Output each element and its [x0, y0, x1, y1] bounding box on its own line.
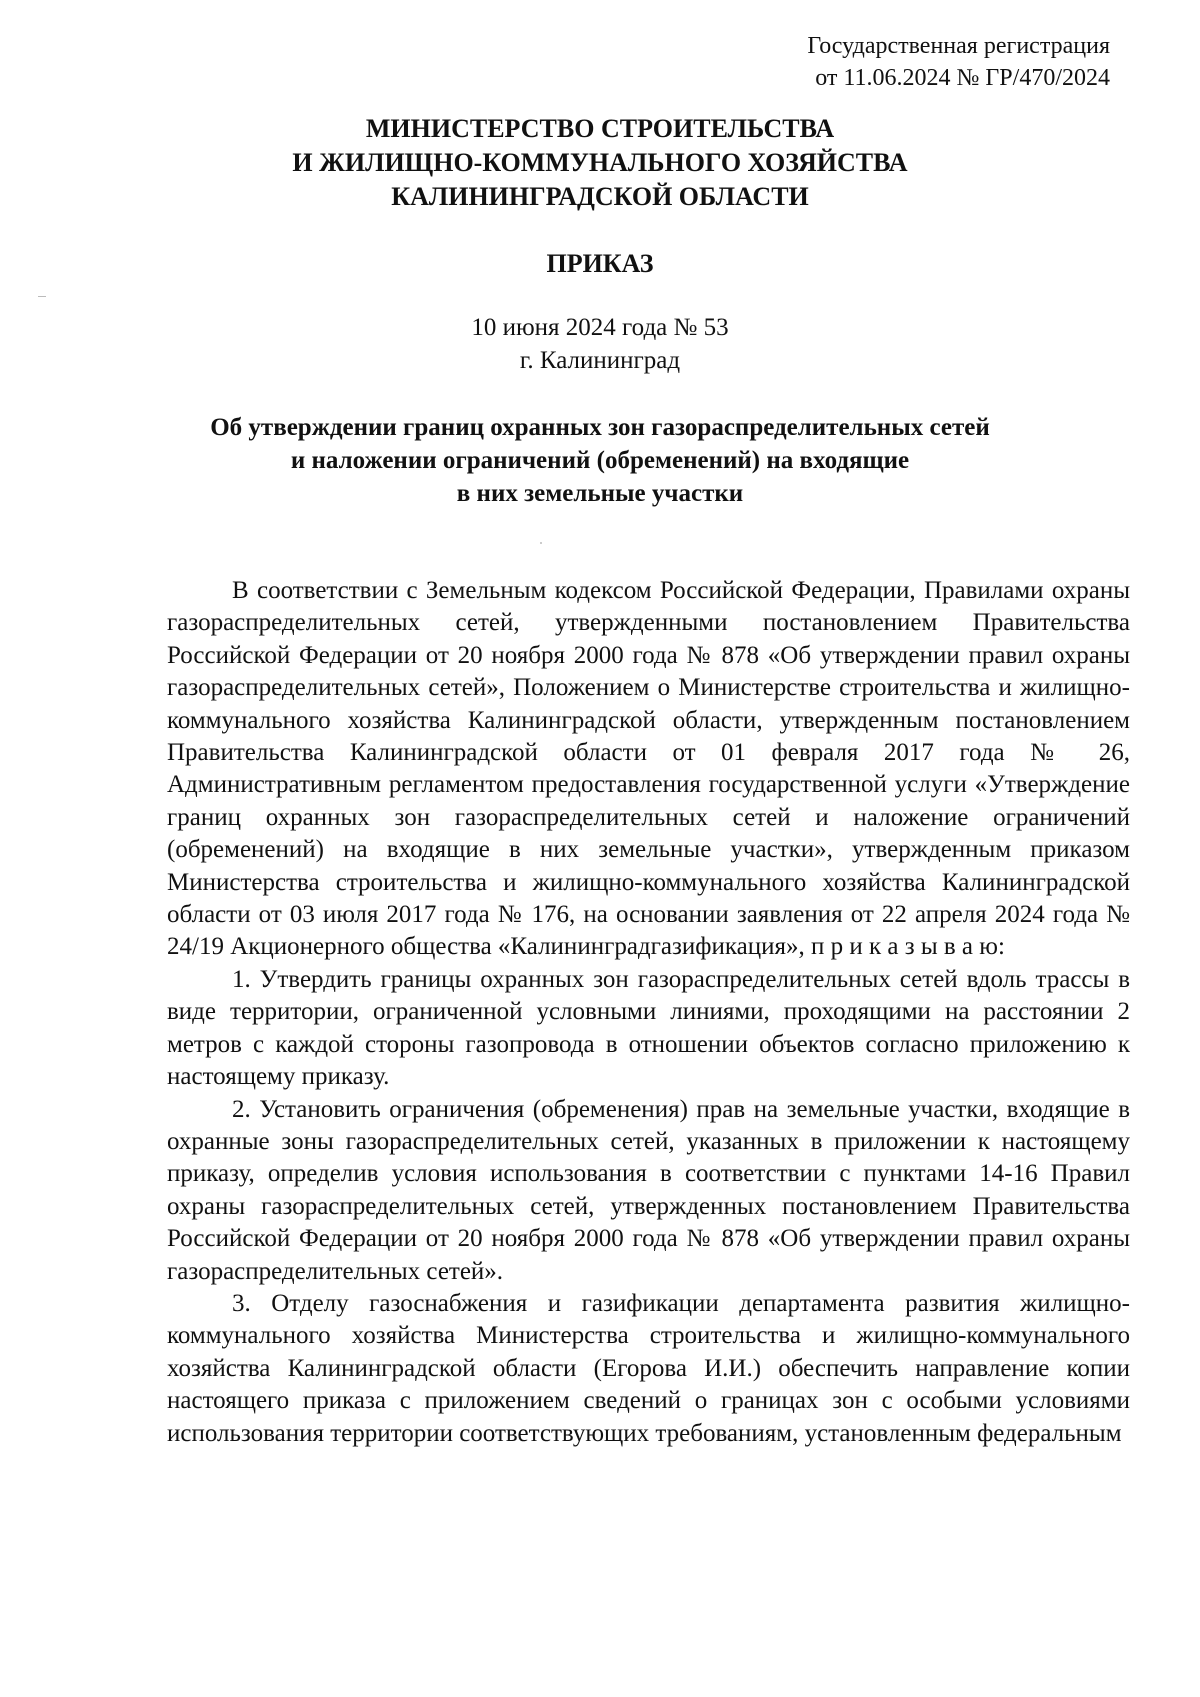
subject-line: и наложении ограничений (обременений) на входящие	[290, 447, 910, 474]
dateline	[0, 311, 1200, 377]
ministry-heading	[0, 112, 1200, 214]
order-item-1: 1. Утвердить границы охранных зон газораспределительных сетей вдоль трассы в виде территории, ограниченной условными линиями, проходящими на расстоянии 2 метров с каждой стороны газопровода в отношении объектов согласно приложению к настоящему приказу.	[167, 965, 1130, 1091]
subject-line: в них земельные участки	[456, 480, 744, 507]
order-date-number: 10 июня 2024 года № 53	[471, 314, 729, 341]
scan-mark	[540, 542, 542, 544]
document-type: ПРИКАЗ	[546, 249, 654, 278]
ministry-line: МИНИСТЕРСТВО СТРОИТЕЛЬСТВА	[365, 114, 835, 143]
registration-label: Государственная регистрация	[807, 33, 1110, 59]
scan-mark	[38, 296, 46, 297]
order-item-3: 3. Отделу газоснабжения и газификации департамента развития жилищно-коммунального хозяйства Министерства строительства и жилищно-коммунального хозяйства Калининградской области (Егорова И.И.) обеспечить направление копии настоящего приказа с приложением сведений о границах зон с особыми условиями использования территории соответствующих требованиям, установленным федеральным	[167, 1289, 1130, 1447]
order-body	[167, 575, 1130, 1450]
ministry-line: И ЖИЛИЩНО-КОММУНАЛЬНОГО ХОЗЯЙСТВА	[292, 148, 908, 177]
preamble-paragraph: В соответствии с Земельным кодексом Российской Федерации, Правилами охраны газораспределительных сетей, утвержденными постановлением Правительства Российской Федерации от 20 ноября 2000 года № 878 «Об утверждении правил охраны газораспределительных сетей», Положением о Министерстве строительства и жилищно-коммунального хозяйства Калининградской области, утвержденным постановлением Правительства Калининградской области от 01 февраля 2017 года № 26, Административным регламентом предоставления государственной услуги «Утверждение границ охранных зон газораспределительных сетей и наложение ограничений (обременений) на входящие в них земельные участки», утвержденным приказом Министерства строительства и жилищно-коммунального хозяйства Калининградской области от 03 июля 2017 года № 176, на основании заявления от 22 апреля 2024 года № 24/19 Акционерного общества «Калининградгазификация», п р и к а з ы в а ю:	[167, 577, 1130, 961]
order-city: г. Калининград	[519, 347, 681, 374]
ministry-line: КАЛИНИНГРАДСКОЙ ОБЛАСТИ	[391, 182, 809, 211]
order-item-2: 2. Установить ограничения (обременения) прав на земельные участки, входящие в охранные зоны газораспределительных сетей, указанных в приложении к настоящему приказу, определив условия использования в соответствии с пунктами 14-16 Правил охраны газораспределительных сетей, утвержденных постановлением Правительства Российской Федерации от 20 ноября 2000 года № 878 «Об утверждении правил охраны газораспределительных сетей».	[167, 1095, 1130, 1285]
registration-stamp	[510, 30, 1110, 94]
order-subject	[0, 411, 1200, 510]
registration-number: от 11.06.2024 № ГР/470/2024	[815, 65, 1110, 91]
subject-line: Об утверждении границ охранных зон газораспределительных сетей	[210, 414, 990, 441]
